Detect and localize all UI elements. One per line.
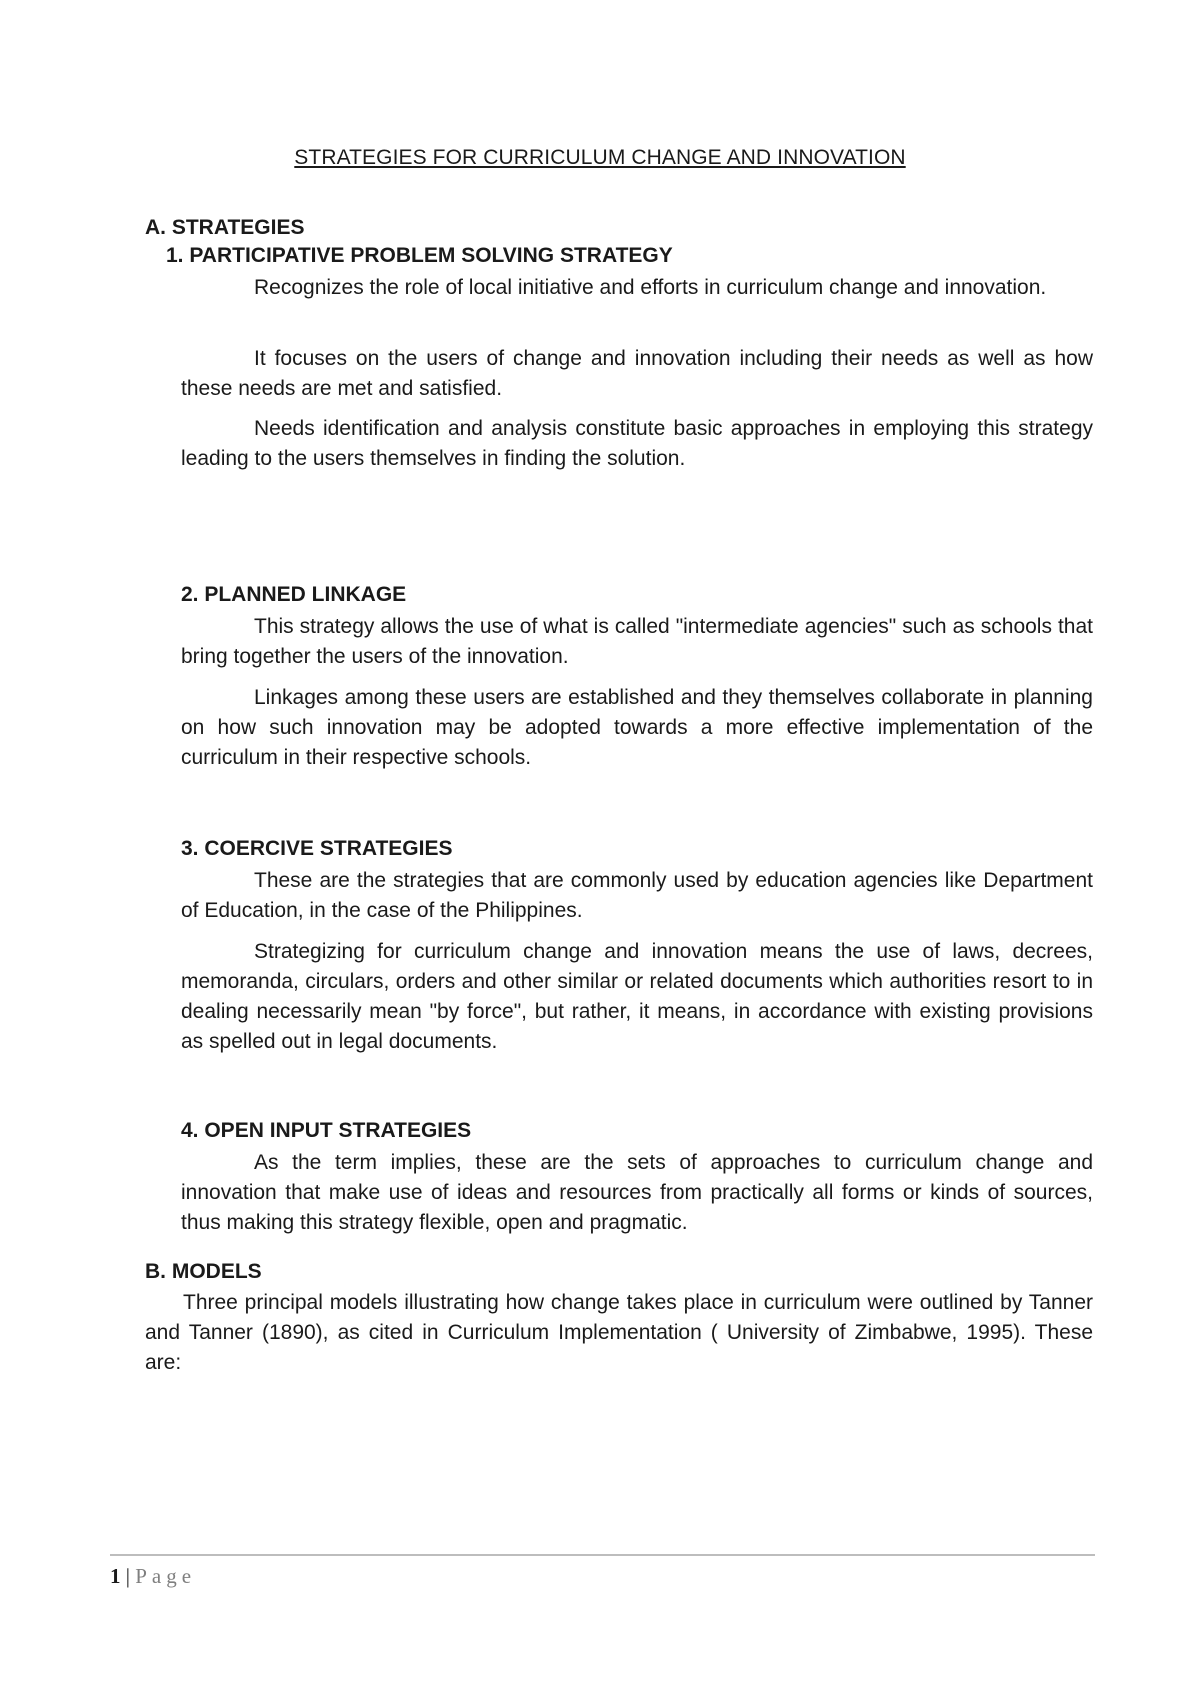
section-a-heading: A. STRATEGIES [145, 216, 305, 239]
strategy-1-paragraph-2: It focuses on the users of change and innovation including their needs as well as how these needs are met and satisfied. [181, 347, 1093, 400]
footer-divider [110, 1554, 1095, 1556]
models-paragraph: Three principal models illustrating how change takes place in curriculum were outlined by Tanner and Tanner (1890), as cited in Curriculum Implementation ( University of Zimbabwe, 1995). These are: [145, 1291, 1093, 1374]
strategy-3-paragraph-2: Strategizing for curriculum change and innovation means the use of laws, decrees, memoranda, circulars, orders and other similar or related documents which authorities resort to in dealing necessarily mean "by force", but rather, it means, in accordance with existing provisions as spelled out in legal documents. [181, 940, 1093, 1053]
document-title: STRATEGIES FOR CURRICULUM CHANGE AND INNOVATION [294, 146, 906, 169]
strategy-2-paragraph-2: Linkages among these users are established and they themselves collaborate in planning on how such innovation may be adopted towards a more effective implementation of the curriculum in their respective schools. [181, 686, 1093, 769]
strategy-3-paragraph-1: These are the strategies that are commonly used by education agencies like Department of Education, in the case of the Philippines. [181, 869, 1093, 922]
strategy-1-heading: 1. PARTICIPATIVE PROBLEM SOLVING STRATEGY [166, 244, 673, 267]
section-b-heading: B. MODELS [145, 1260, 262, 1283]
strategy-1-paragraph-1: Recognizes the role of local initiative and efforts in curriculum change and innovation. [254, 276, 1047, 299]
strategy-4-heading: 4. OPEN INPUT STRATEGIES [181, 1119, 472, 1142]
strategy-1-paragraph-3: Needs identification and analysis constitute basic approaches in employing this strategy leading to the users themselves in finding the solution. [181, 417, 1093, 470]
page-footer [110, 1564, 196, 1589]
footer-separator: | [120, 1564, 136, 1588]
page-label: Page [135, 1564, 197, 1588]
strategy-2-heading: 2. PLANNED LINKAGE [181, 583, 407, 606]
strategy-3-heading: 3. COERCIVE STRATEGIES [181, 837, 453, 860]
page-number: 1 [110, 1564, 121, 1588]
strategy-4-paragraph-1: As the term implies, these are the sets of approaches to curriculum change and innovation that make use of ideas and resources from practically all forms or kinds of sources, thus making this strategy flexible, open and pragmatic. [181, 1151, 1093, 1234]
strategy-2-paragraph-1: This strategy allows the use of what is called "intermediate agencies" such as schools that bring together the users of the innovation. [181, 615, 1093, 668]
